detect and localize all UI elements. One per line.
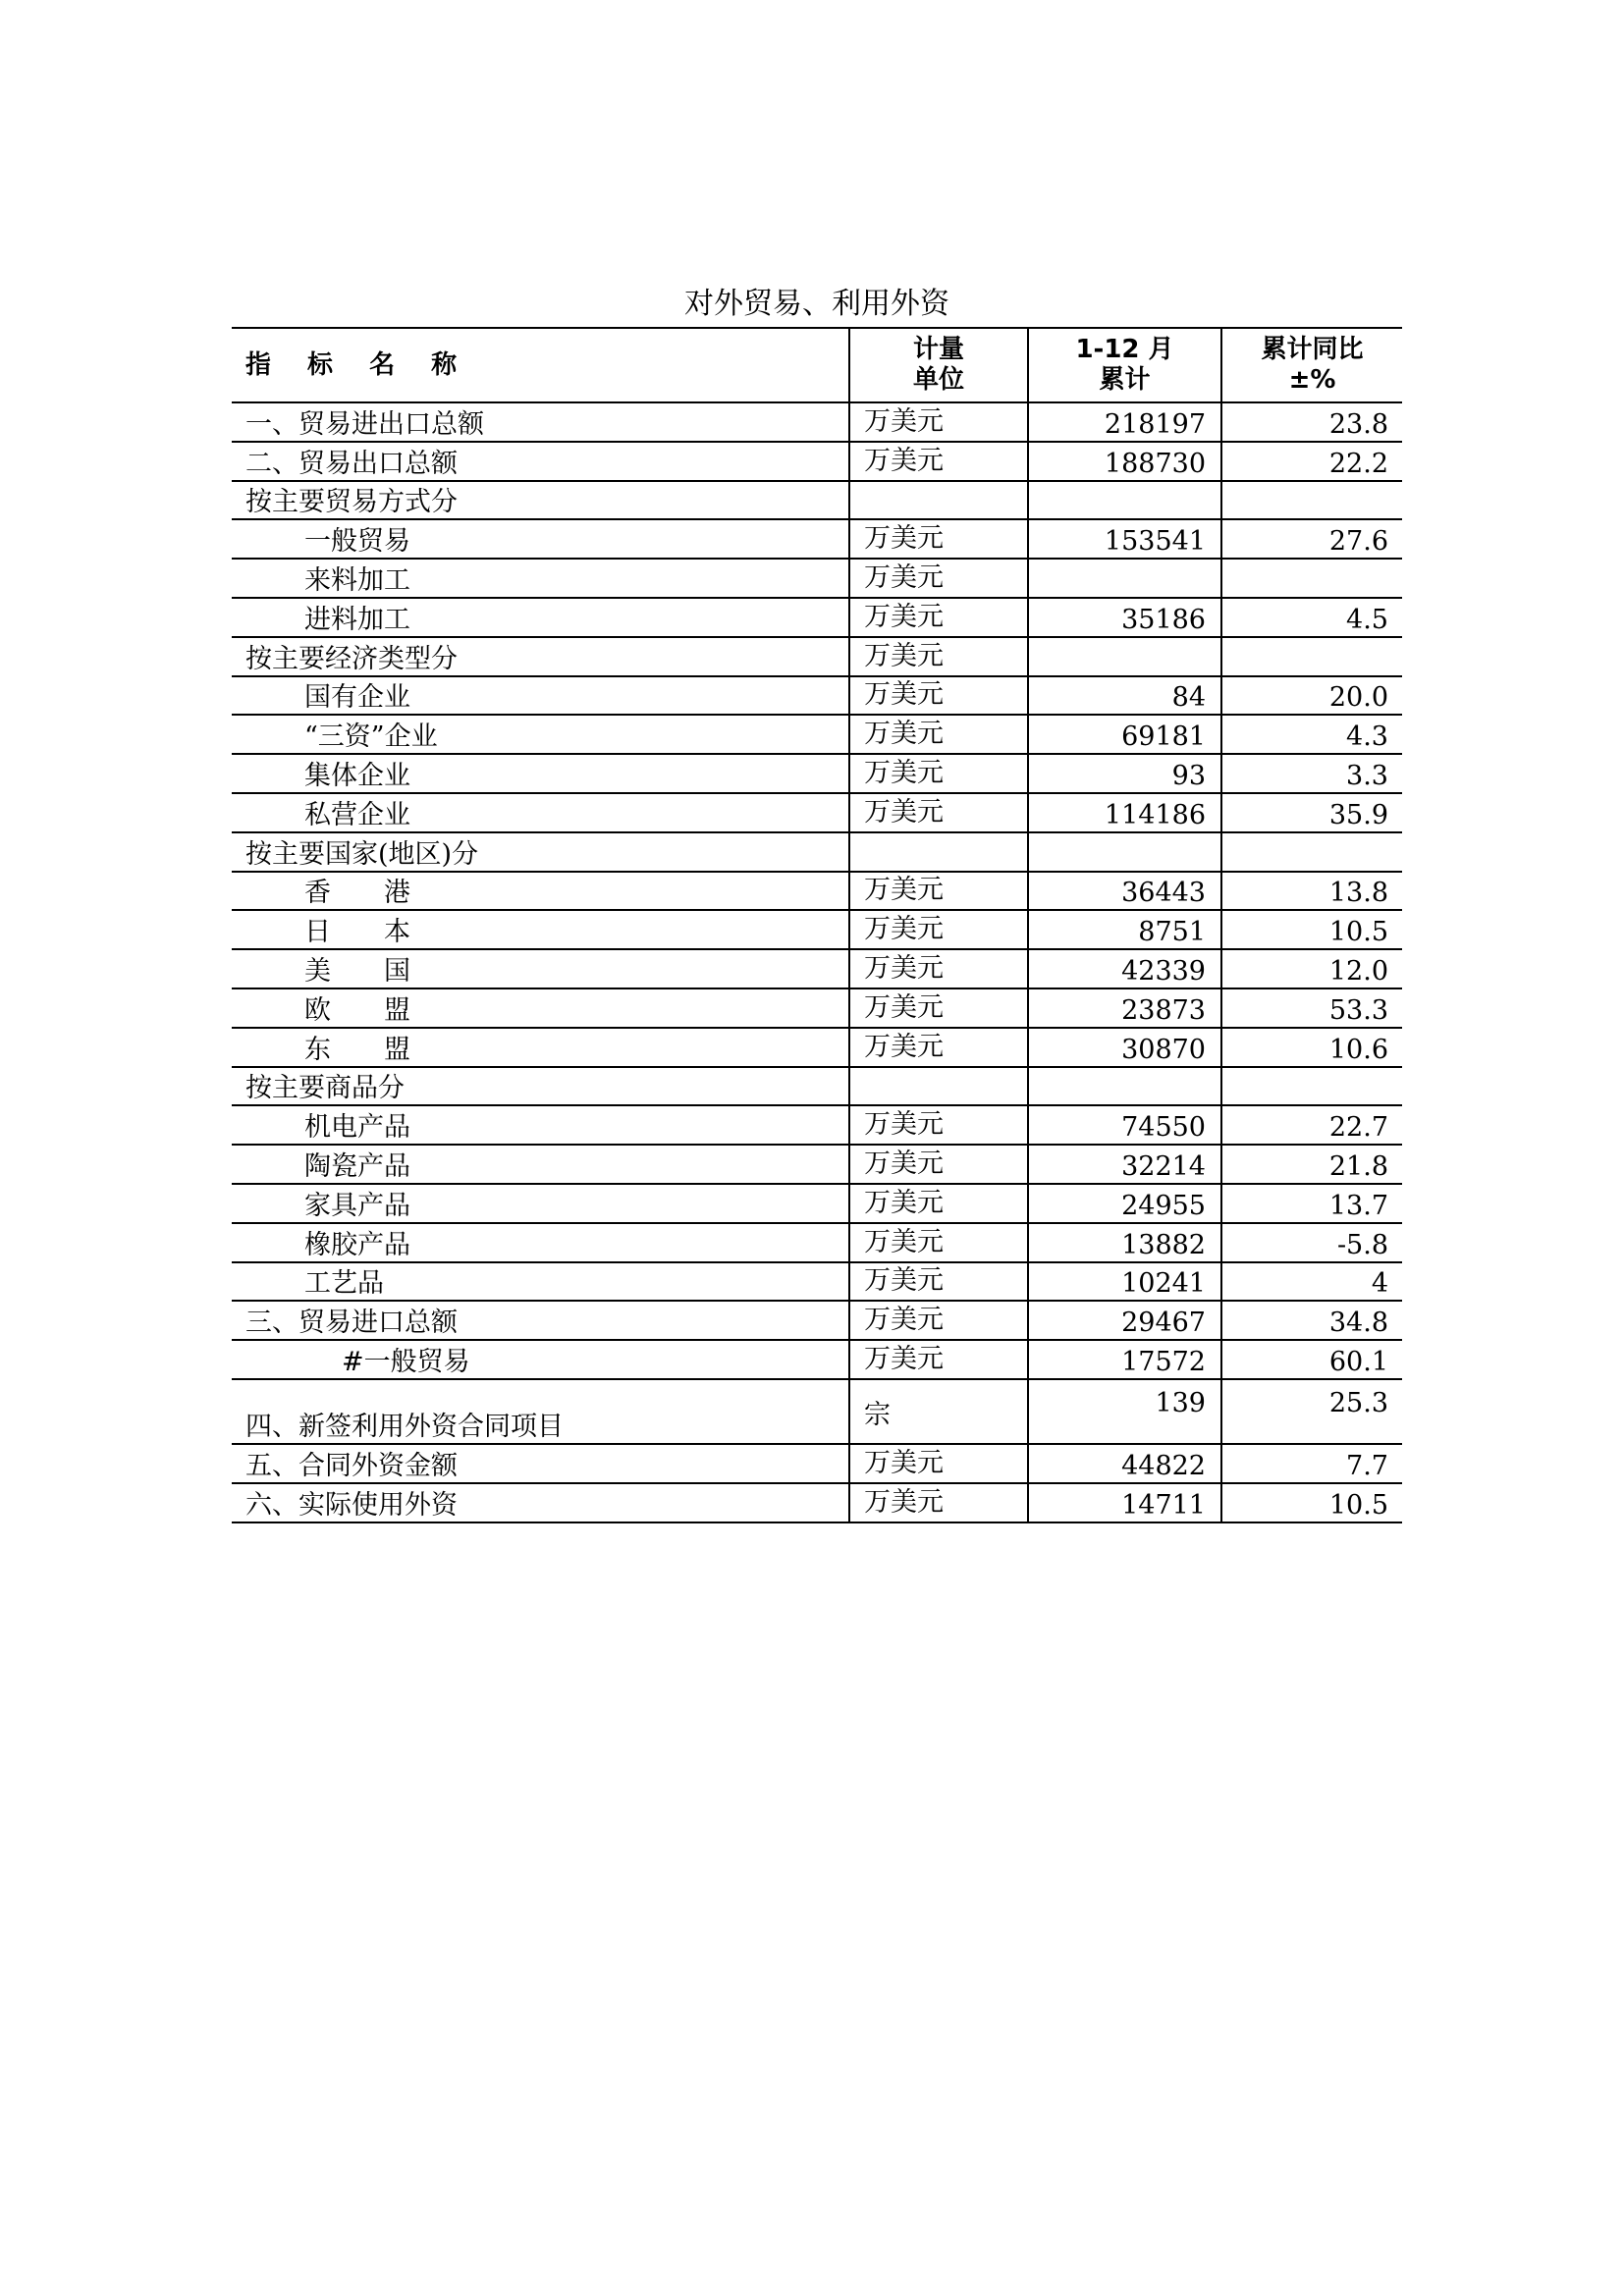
header-unit-line2: 单位 xyxy=(912,365,964,395)
row-value xyxy=(1028,1067,1221,1106)
table-row xyxy=(232,1483,1402,1522)
row-value: 17572 xyxy=(1028,1340,1221,1379)
row-yoy: 20.0 xyxy=(1221,676,1402,716)
row-label: 按主要商品分 xyxy=(232,1067,849,1106)
table-row xyxy=(232,793,1402,832)
header-yoy-line2: ±% xyxy=(1288,365,1336,395)
table-row xyxy=(232,1028,1402,1067)
table-row xyxy=(232,1301,1402,1340)
row-yoy: 10.6 xyxy=(1221,1028,1402,1067)
row-value: 114186 xyxy=(1028,793,1221,832)
table-header-row xyxy=(232,328,1402,402)
row-yoy: 25.3 xyxy=(1221,1379,1402,1444)
table-row xyxy=(232,715,1402,754)
table-row xyxy=(232,559,1402,598)
row-label: 橡胶产品 xyxy=(232,1223,849,1262)
row-unit: 万美元 xyxy=(849,1262,1028,1302)
row-label: 进料加工 xyxy=(232,598,849,637)
row-yoy: 12.0 xyxy=(1221,949,1402,988)
table-row xyxy=(232,1379,1402,1444)
row-yoy xyxy=(1221,559,1402,598)
row-label: “三资”企业 xyxy=(232,715,849,754)
row-label: 日 本 xyxy=(232,910,849,949)
row-value: 24955 xyxy=(1028,1184,1221,1223)
row-unit: 万美元 xyxy=(849,1301,1028,1340)
row-unit: 万美元 xyxy=(849,676,1028,716)
table-row xyxy=(232,1444,1402,1483)
table-row xyxy=(232,832,1402,872)
row-value xyxy=(1028,559,1221,598)
row-value: 10241 xyxy=(1028,1262,1221,1302)
row-yoy: 53.3 xyxy=(1221,988,1402,1028)
row-unit: 万美元 xyxy=(849,754,1028,793)
table-row xyxy=(232,1262,1402,1302)
row-yoy: 27.6 xyxy=(1221,519,1402,559)
row-value xyxy=(1028,832,1221,872)
row-unit: 万美元 xyxy=(849,519,1028,559)
row-label: 一般贸易 xyxy=(232,519,849,559)
row-unit: 万美元 xyxy=(849,442,1028,481)
header-unit xyxy=(849,328,1028,402)
row-unit: 万美元 xyxy=(849,1483,1028,1522)
row-label: 六、实际使用外资 xyxy=(232,1483,849,1522)
row-unit: 万美元 xyxy=(849,402,1028,442)
row-unit: 万美元 xyxy=(849,910,1028,949)
row-value: 8751 xyxy=(1028,910,1221,949)
row-unit: 万美元 xyxy=(849,1444,1028,1483)
table-row xyxy=(232,754,1402,793)
row-yoy: 23.8 xyxy=(1221,402,1402,442)
row-yoy: 34.8 xyxy=(1221,1301,1402,1340)
table-row xyxy=(232,872,1402,911)
row-yoy xyxy=(1221,481,1402,520)
row-yoy: 4.5 xyxy=(1221,598,1402,637)
row-label: 来料加工 xyxy=(232,559,849,598)
row-unit: 万美元 xyxy=(849,598,1028,637)
row-label: 陶瓷产品 xyxy=(232,1145,849,1184)
row-unit xyxy=(849,832,1028,872)
row-label: 机电产品 xyxy=(232,1105,849,1145)
row-unit: 万美元 xyxy=(849,559,1028,598)
row-value: 13882 xyxy=(1028,1223,1221,1262)
row-label: 国有企业 xyxy=(232,676,849,716)
page-title: 对外贸易、利用外资 xyxy=(684,287,949,321)
row-yoy: 10.5 xyxy=(1221,1483,1402,1522)
row-unit: 万美元 xyxy=(849,1105,1028,1145)
row-value: 14711 xyxy=(1028,1483,1221,1522)
row-unit: 万美元 xyxy=(849,1223,1028,1262)
row-yoy: 4.3 xyxy=(1221,715,1402,754)
row-yoy: 21.8 xyxy=(1221,1145,1402,1184)
row-yoy xyxy=(1221,1067,1402,1106)
table-row xyxy=(232,1184,1402,1223)
row-unit: 万美元 xyxy=(849,988,1028,1028)
row-label: #一般贸易 xyxy=(232,1340,849,1379)
row-value: 84 xyxy=(1028,676,1221,716)
header-period-line1: 1-12 月 xyxy=(1075,335,1174,364)
row-value xyxy=(1028,481,1221,520)
table-row xyxy=(232,1145,1402,1184)
table-row xyxy=(232,519,1402,559)
row-value: 153541 xyxy=(1028,519,1221,559)
row-label: 三、贸易进口总额 xyxy=(232,1301,849,1340)
row-value: 93 xyxy=(1028,754,1221,793)
row-value: 32214 xyxy=(1028,1145,1221,1184)
row-yoy: 22.7 xyxy=(1221,1105,1402,1145)
row-label: 香 港 xyxy=(232,872,849,911)
row-unit: 万美元 xyxy=(849,793,1028,832)
row-value: 29467 xyxy=(1028,1301,1221,1340)
trade-statistics-table xyxy=(232,327,1402,1523)
row-label: 私营企业 xyxy=(232,793,849,832)
table-row xyxy=(232,949,1402,988)
table-row xyxy=(232,637,1402,676)
table-row xyxy=(232,676,1402,716)
row-value: 218197 xyxy=(1028,402,1221,442)
row-value: 69181 xyxy=(1028,715,1221,754)
header-indicator-name: 指 标 名 称 xyxy=(232,328,849,402)
row-unit: 万美元 xyxy=(849,1145,1028,1184)
row-value: 44822 xyxy=(1028,1444,1221,1483)
row-label: 家具产品 xyxy=(232,1184,849,1223)
row-value: 35186 xyxy=(1028,598,1221,637)
row-label: 按主要国家(地区)分 xyxy=(232,832,849,872)
table-row xyxy=(232,598,1402,637)
row-yoy: 13.8 xyxy=(1221,872,1402,911)
row-unit: 万美元 xyxy=(849,715,1028,754)
row-yoy: 10.5 xyxy=(1221,910,1402,949)
table-row xyxy=(232,1340,1402,1379)
row-unit: 万美元 xyxy=(849,949,1028,988)
row-yoy xyxy=(1221,637,1402,676)
row-label: 欧 盟 xyxy=(232,988,849,1028)
row-yoy: 60.1 xyxy=(1221,1340,1402,1379)
row-unit: 万美元 xyxy=(849,1028,1028,1067)
row-yoy: 13.7 xyxy=(1221,1184,1402,1223)
row-unit: 宗 xyxy=(849,1379,1028,1444)
row-label: 二、贸易出口总额 xyxy=(232,442,849,481)
table-row xyxy=(232,1067,1402,1106)
row-label: 美 国 xyxy=(232,949,849,988)
row-unit: 万美元 xyxy=(849,1184,1028,1223)
row-yoy: 4 xyxy=(1221,1262,1402,1302)
header-yoy-line1: 累计同比 xyxy=(1261,335,1364,364)
row-unit: 万美元 xyxy=(849,872,1028,911)
table-row xyxy=(232,1105,1402,1145)
row-value: 30870 xyxy=(1028,1028,1221,1067)
table-row xyxy=(232,988,1402,1028)
row-yoy: -5.8 xyxy=(1221,1223,1402,1262)
row-label: 工艺品 xyxy=(232,1262,849,1302)
row-label: 按主要贸易方式分 xyxy=(232,481,849,520)
row-yoy: 35.9 xyxy=(1221,793,1402,832)
row-label: 东 盟 xyxy=(232,1028,849,1067)
table-row xyxy=(232,1223,1402,1262)
row-yoy: 3.3 xyxy=(1221,754,1402,793)
row-label: 按主要经济类型分 xyxy=(232,637,849,676)
row-value: 23873 xyxy=(1028,988,1221,1028)
header-unit-line1: 计量 xyxy=(912,335,964,364)
row-unit xyxy=(849,1067,1028,1106)
table-body xyxy=(232,402,1402,1522)
table-row xyxy=(232,481,1402,520)
row-yoy: 7.7 xyxy=(1221,1444,1402,1483)
row-value: 188730 xyxy=(1028,442,1221,481)
row-yoy: 22.2 xyxy=(1221,442,1402,481)
row-yoy xyxy=(1221,832,1402,872)
header-period-line2: 累计 xyxy=(1099,365,1151,395)
row-value: 74550 xyxy=(1028,1105,1221,1145)
row-value: 36443 xyxy=(1028,872,1221,911)
header-yoy xyxy=(1221,328,1402,402)
table-row xyxy=(232,442,1402,481)
row-unit xyxy=(849,481,1028,520)
table-row xyxy=(232,402,1402,442)
row-value: 42339 xyxy=(1028,949,1221,988)
row-label: 五、合同外资金额 xyxy=(232,1444,849,1483)
table-row xyxy=(232,910,1402,949)
row-label: 四、新签利用外资合同项目 xyxy=(232,1379,849,1444)
row-unit: 万美元 xyxy=(849,637,1028,676)
row-unit: 万美元 xyxy=(849,1340,1028,1379)
row-label: 集体企业 xyxy=(232,754,849,793)
row-value: 139 xyxy=(1028,1379,1221,1444)
row-value xyxy=(1028,637,1221,676)
row-label: 一、贸易进出口总额 xyxy=(232,402,849,442)
header-period xyxy=(1028,328,1221,402)
